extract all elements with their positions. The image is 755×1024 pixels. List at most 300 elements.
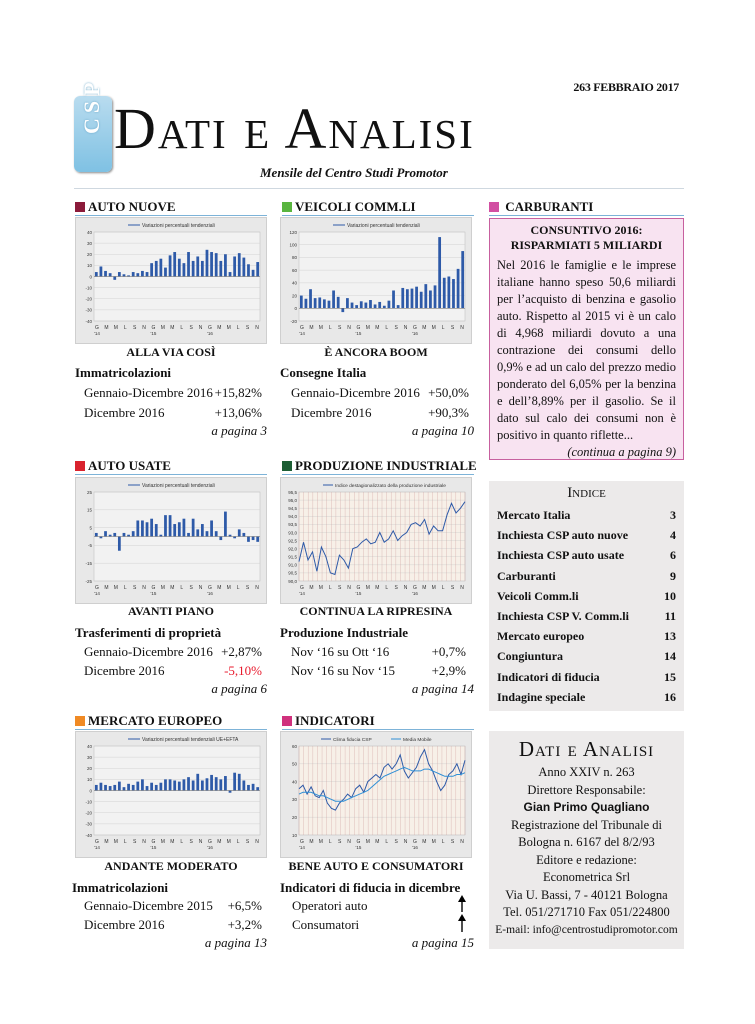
y-tick-label: 40: [291, 779, 297, 785]
x-tick-label: N: [198, 585, 203, 591]
x-tick-label: G: [151, 585, 156, 591]
bar: [247, 537, 250, 542]
index-item[interactable]: [497, 508, 676, 528]
x-tick-label: S: [245, 585, 250, 591]
section-header-indicatori: INDICATORI: [282, 713, 375, 729]
bar: [215, 777, 218, 790]
y-tick-label: 93,0: [288, 530, 297, 536]
bar: [337, 297, 340, 308]
index-item-label: Indagine speciale: [497, 689, 586, 704]
chart-indicatori: [280, 731, 472, 858]
issue-date: 263 FEBBRAIO 2017: [573, 80, 679, 94]
y-tick-label: 30: [86, 240, 92, 246]
bar: [100, 537, 103, 539]
bar: [141, 271, 144, 277]
x-tick-label: N: [403, 585, 408, 591]
bar: [424, 284, 427, 308]
chart-svg: [281, 478, 471, 603]
index-item-label: Inchiesta CSP auto nuove: [497, 528, 629, 543]
y-tick-label: -5: [87, 543, 92, 549]
x-tick-label: L: [180, 585, 184, 591]
x-tick-label: G: [356, 325, 361, 331]
bar: [256, 262, 259, 276]
legend-label: Media Mobile: [403, 738, 432, 743]
bar: [113, 785, 116, 791]
bar: [206, 778, 209, 790]
caption-indicatori: BENE AUTO E CONSUMATORI: [288, 859, 464, 873]
up-arrow-icon: [458, 895, 466, 912]
x-tick-label: S: [394, 585, 398, 591]
year-label: '15: [355, 845, 362, 850]
bar: [169, 255, 172, 276]
index-item-label: Indicatori di fiducia: [497, 669, 600, 684]
bar: [323, 299, 326, 308]
bar: [233, 773, 236, 791]
year-label: '14: [299, 591, 305, 596]
index-item-page: 9: [670, 568, 676, 583]
x-tick-label: S: [132, 325, 137, 331]
bar: [452, 279, 455, 308]
legend-label: Variazioni percentuali tendenziali: [142, 483, 215, 489]
bar: [406, 289, 409, 308]
x-tick-label: G: [151, 839, 156, 845]
bar: [136, 782, 139, 791]
bar: [164, 268, 167, 277]
index-item[interactable]: [497, 548, 676, 568]
bar: [173, 524, 176, 536]
x-tick-label: L: [441, 325, 445, 331]
x-tick-label: M: [113, 839, 118, 845]
y-tick-label: -20: [85, 296, 92, 302]
carburanti-box: [489, 218, 684, 460]
y-tick-label: 94,0: [288, 514, 297, 520]
x-tick-label: L: [180, 325, 184, 331]
bar: [136, 520, 139, 536]
y-tick-label: -20: [290, 318, 297, 324]
bar: [104, 531, 107, 536]
bar: [300, 296, 303, 309]
x-tick-label: M: [226, 839, 231, 845]
section-header-produzione: PRODUZIONE INDUSTRIALE: [282, 458, 477, 474]
x-tick-label: N: [460, 839, 464, 845]
x-tick-label: L: [385, 839, 389, 845]
masthead-subtitle: Mensile del Centro Studi Promotor: [260, 165, 448, 180]
index-item-page: 11: [664, 608, 676, 623]
section-rule: [75, 474, 267, 475]
x-tick-label: M: [104, 585, 109, 591]
year-label: '15: [355, 591, 362, 596]
x-tick-label: S: [189, 325, 193, 331]
bar: [401, 288, 404, 308]
bar: [318, 297, 321, 308]
x-tick-label: M: [375, 585, 380, 591]
index-item[interactable]: [497, 569, 676, 589]
page-ref: a pagina 3: [211, 423, 267, 438]
x-tick-label: S: [394, 325, 398, 331]
caption-mercato-europeo: ANDANTE MODERATO: [104, 859, 238, 873]
x-tick-label: S: [450, 325, 455, 331]
colophon-line: Tel. 051/271710 Fax 051/224800: [503, 905, 670, 919]
y-tick-label: 92,0: [288, 546, 297, 552]
bar: [169, 779, 172, 790]
carburanti-title: RISPARMIATI 5 MILIARDI: [510, 238, 663, 252]
up-arrow-icons: [456, 894, 468, 934]
y-tick-label: 0: [89, 788, 92, 794]
y-tick-label: -40: [85, 832, 92, 838]
bar: [113, 277, 116, 280]
bar: [224, 254, 227, 276]
bar: [192, 780, 195, 790]
stat-row: Nov ‘16 su Nov ‘15 +2,9%: [291, 663, 466, 678]
index-item-label: Inchiesta CSP auto usate: [497, 548, 625, 563]
x-tick-label: G: [95, 839, 99, 845]
x-tick-label: G: [356, 839, 361, 845]
bar: [206, 531, 209, 536]
index-item-label: Inchiesta CSP V. Comm.li: [497, 608, 629, 623]
y-tick-label: 91,0: [288, 562, 297, 568]
index-item[interactable]: [497, 690, 676, 710]
x-tick-label: N: [255, 839, 259, 845]
y-tick-label: 94,5: [288, 505, 297, 511]
year-label: '14: [94, 591, 100, 596]
bar: [183, 779, 186, 790]
bar: [215, 253, 218, 276]
colophon-line: Anno XXIV n. 263: [538, 765, 635, 779]
year-label: '14: [299, 845, 305, 850]
x-tick-label: G: [207, 585, 212, 591]
csp-logo: CSP: [74, 96, 112, 172]
bar: [238, 253, 241, 276]
bar: [159, 783, 162, 791]
y-tick-label: -40: [85, 318, 92, 324]
index-item[interactable]: [497, 528, 676, 548]
x-tick-label: M: [217, 325, 222, 331]
stat-title-auto-usate: Trasferimenti di proprietà: [75, 625, 222, 640]
y-tick-label: -25: [85, 578, 92, 584]
x-tick-label: S: [245, 325, 250, 331]
bar: [141, 779, 144, 790]
index-list: [497, 508, 676, 710]
bar: [256, 787, 259, 790]
x-tick-label: S: [189, 585, 193, 591]
bar: [351, 303, 354, 309]
x-tick-label: M: [113, 325, 118, 331]
y-tick-label: 120: [289, 229, 297, 235]
chart-veicoli: [280, 217, 472, 344]
y-tick-label: 20: [86, 252, 92, 258]
bar: [378, 302, 381, 308]
colophon-line: Editore e redazione:: [536, 852, 637, 867]
bar: [210, 252, 213, 276]
y-tick-label: 20: [86, 766, 92, 772]
year-label: '15: [150, 331, 157, 336]
carburanti-title: CONSUNTIVO 2016:: [530, 223, 643, 237]
y-tick-label: 91,5: [288, 554, 297, 560]
y-tick-label: 10: [86, 263, 92, 269]
bar: [392, 290, 395, 308]
chart-svg: [76, 478, 266, 603]
y-tick-label: -30: [85, 307, 92, 313]
index-item-page: 10: [664, 588, 676, 603]
caption-auto-usate: AVANTI PIANO: [128, 604, 214, 618]
section-marker: [75, 202, 85, 212]
bar: [364, 303, 367, 309]
y-tick-label: 10: [291, 832, 297, 838]
bar: [242, 258, 245, 277]
bar: [429, 290, 432, 308]
stat-title-indicatori: Indicatori di fiducia in dicembre: [280, 880, 461, 895]
bar: [132, 531, 135, 536]
index-item[interactable]: [497, 609, 676, 629]
bar: [146, 272, 149, 276]
x-tick-label: S: [337, 585, 342, 591]
y-tick-label: 92,5: [288, 538, 297, 544]
bar: [360, 301, 363, 308]
index-item-label: Congiuntura: [497, 649, 564, 664]
bar: [210, 520, 213, 536]
y-tick-label: 60: [291, 267, 297, 273]
bar: [104, 271, 107, 277]
stat-row: Operatori auto: [292, 898, 368, 913]
y-tick-label: 100: [289, 242, 297, 248]
bar: [123, 533, 126, 537]
x-tick-label: L: [441, 585, 445, 591]
x-tick-label: G: [412, 585, 417, 591]
page-ref: a pagina 6: [211, 681, 267, 696]
bar: [127, 535, 130, 537]
bar: [113, 533, 116, 537]
colophon: [489, 731, 684, 949]
stat-row: Dicembre 2016 +3,2%: [84, 917, 262, 932]
year-label: '16: [207, 845, 213, 850]
index-title: Indice: [567, 485, 606, 501]
year-label: '14: [94, 331, 100, 336]
colophon-line: Econometrica Srl: [542, 870, 631, 884]
legend-label: Variazioni percentuali tendenziali: [347, 223, 420, 229]
caption-veicoli: È ANCORA BOOM: [324, 345, 428, 359]
bar: [150, 263, 153, 276]
bar: [183, 263, 186, 276]
x-tick-label: M: [170, 325, 175, 331]
bar: [173, 780, 176, 790]
bar: [196, 256, 199, 276]
year-label: '16: [412, 591, 418, 596]
x-tick-label: M: [318, 839, 323, 845]
x-tick-label: G: [300, 585, 304, 591]
bar: [233, 537, 236, 539]
bar: [219, 779, 222, 790]
section-rule: [282, 729, 474, 730]
x-tick-label: L: [236, 325, 240, 331]
x-tick-label: S: [132, 585, 137, 591]
x-tick-label: M: [104, 325, 109, 331]
bar: [447, 277, 450, 309]
legend-label: Variazioni percentuali tendenziali: [142, 223, 215, 229]
carburanti-continued-link[interactable]: (continua a pagina 9): [567, 445, 676, 459]
bar: [196, 529, 199, 536]
x-tick-label: M: [217, 839, 222, 845]
x-tick-label: L: [236, 585, 240, 591]
stat-title-auto-nuove: Immatricolazioni: [75, 365, 172, 380]
bar: [252, 270, 255, 277]
x-tick-label: M: [309, 585, 314, 591]
y-tick-label: -10: [85, 799, 92, 805]
bar: [201, 524, 204, 536]
section-header-auto-usate: AUTO USATE: [75, 458, 171, 474]
bar: [420, 292, 423, 309]
bar: [229, 272, 232, 276]
bar: [438, 237, 441, 308]
x-tick-label: S: [337, 325, 342, 331]
x-tick-label: N: [255, 325, 259, 331]
colophon-email-link[interactable]: E-mail: info@centrostudipromotor.com: [495, 923, 678, 936]
bar: [95, 272, 98, 276]
x-tick-label: M: [113, 585, 118, 591]
bar: [127, 784, 130, 791]
y-tick-label: 0: [294, 306, 297, 312]
y-tick-label: 40: [291, 280, 297, 286]
index-item-label: Veicoli Comm.li: [497, 588, 579, 603]
x-tick-label: M: [226, 585, 231, 591]
index-item-label: Mercato europeo: [497, 629, 585, 644]
index-item-page: 15: [664, 669, 676, 684]
bar: [196, 774, 199, 791]
y-tick-label: -20: [85, 810, 92, 816]
bar: [457, 269, 460, 308]
bar: [206, 250, 209, 277]
x-tick-label: M: [318, 585, 323, 591]
x-tick-label: L: [328, 325, 332, 331]
chart-auto-usate: [75, 477, 267, 604]
bar: [242, 780, 245, 790]
bar: [169, 515, 172, 536]
page-ref: a pagina 13: [204, 935, 267, 950]
bar: [224, 512, 227, 537]
page-ref: a pagina 15: [411, 935, 474, 950]
index-item[interactable]: [497, 670, 676, 690]
bar: [132, 272, 135, 276]
y-tick-label: 95,0: [288, 497, 297, 503]
x-tick-label: N: [142, 325, 146, 331]
bar: [256, 537, 259, 542]
section-rule: [75, 215, 267, 216]
colophon-line: Via U. Bassi, 7 - 40121 Bologna: [505, 887, 668, 902]
x-tick-label: N: [347, 839, 351, 845]
y-tick-label: -30: [85, 821, 92, 827]
index-item-page: 4: [670, 528, 676, 543]
bar: [141, 520, 144, 536]
bar: [118, 782, 121, 791]
x-tick-label: G: [151, 325, 156, 331]
x-tick-label: M: [365, 839, 370, 845]
bar: [443, 278, 446, 309]
x-tick-label: M: [170, 585, 175, 591]
y-tick-label: 0: [89, 274, 92, 280]
x-tick-label: M: [104, 839, 109, 845]
stat-title-veicoli: Consegne Italia: [280, 365, 367, 380]
x-tick-label: L: [180, 839, 184, 845]
caption-auto-nuove: ALLA VIA COSÌ: [126, 345, 216, 359]
x-tick-label: M: [160, 839, 165, 845]
index-item[interactable]: [497, 649, 676, 669]
bar: [238, 774, 241, 791]
x-tick-label: G: [95, 325, 99, 331]
chart-mercato-europeo: [75, 731, 267, 858]
stat-row: Consumatori: [292, 917, 360, 932]
section-rule: [489, 215, 684, 216]
bar: [388, 301, 391, 309]
carburanti-body: Nel 2016 le famiglie e le imprese italiane hanno speso 50,6 miliardi per l’acquisto di benzina e gasolio auto. Rispetto al 2015 vi è un calo di 4,968 miliardi dovuto a una contrazione dei consumi dello 0,9% e ad un calo del prezzo medio ponderato del 6,05% per la benzina e dell’8,89% per il gasolio. Se il dato sul calo dei consumi non è positivo in quanto riflette...: [497, 258, 676, 442]
colophon-director: Gian Primo Quagliano: [523, 800, 650, 814]
chart-svg: [281, 732, 471, 857]
bar: [192, 261, 195, 277]
x-tick-label: N: [198, 325, 203, 331]
bar: [192, 519, 195, 537]
year-label: '14: [94, 845, 100, 850]
index-item-label: Mercato Italia: [497, 508, 571, 522]
bar: [219, 261, 222, 277]
bar: [178, 522, 181, 536]
x-tick-label: G: [207, 839, 212, 845]
y-tick-label: 93,5: [288, 522, 297, 528]
bar: [187, 252, 190, 276]
colophon-line: Direttore Responsabile:: [527, 782, 646, 797]
index-item[interactable]: [497, 629, 676, 649]
y-tick-label: 40: [86, 229, 92, 235]
section-rule: [282, 474, 474, 475]
index-item-page: 14: [664, 649, 676, 664]
y-tick-label: 20: [291, 815, 297, 820]
year-label: '16: [412, 845, 418, 850]
bar: [104, 785, 107, 791]
chart-auto-nuove: [75, 217, 267, 344]
x-tick-label: S: [450, 839, 455, 845]
bar: [164, 779, 167, 790]
bar: [100, 783, 103, 791]
y-tick-label: 90,0: [288, 578, 297, 584]
bar: [397, 305, 400, 308]
stat-row: Gennaio-Dicembre 2016 +2,87%: [84, 644, 262, 659]
stat-title-mercato-europeo: Immatricolazioni: [72, 880, 169, 895]
bar: [95, 785, 98, 791]
x-tick-label: N: [142, 585, 146, 591]
y-tick-label: 20: [291, 293, 297, 299]
index-item-page: 6: [670, 548, 676, 563]
y-tick-label: -10: [85, 285, 92, 291]
x-tick-label: L: [328, 585, 332, 591]
x-tick-label: N: [460, 325, 464, 331]
x-tick-label: N: [198, 839, 203, 845]
section-header-carburanti: CARBURANTI: [489, 199, 593, 215]
y-tick-label: 15: [86, 507, 92, 513]
bar: [100, 266, 103, 276]
x-tick-label: G: [300, 839, 304, 845]
bar: [118, 272, 121, 276]
stat-row: Dicembre 2016 -5,10%: [84, 663, 262, 678]
bar: [247, 264, 250, 276]
index-item[interactable]: [497, 589, 676, 609]
bar: [238, 529, 241, 536]
bar: [109, 786, 112, 790]
bar: [159, 259, 162, 277]
index-item-page: 13: [664, 629, 676, 644]
index-item-page: 3: [670, 508, 676, 522]
bar: [95, 533, 98, 537]
x-tick-label: S: [189, 839, 193, 845]
x-tick-label: N: [347, 585, 351, 591]
page-ref: a pagina 10: [411, 423, 474, 438]
bar: [178, 259, 181, 277]
